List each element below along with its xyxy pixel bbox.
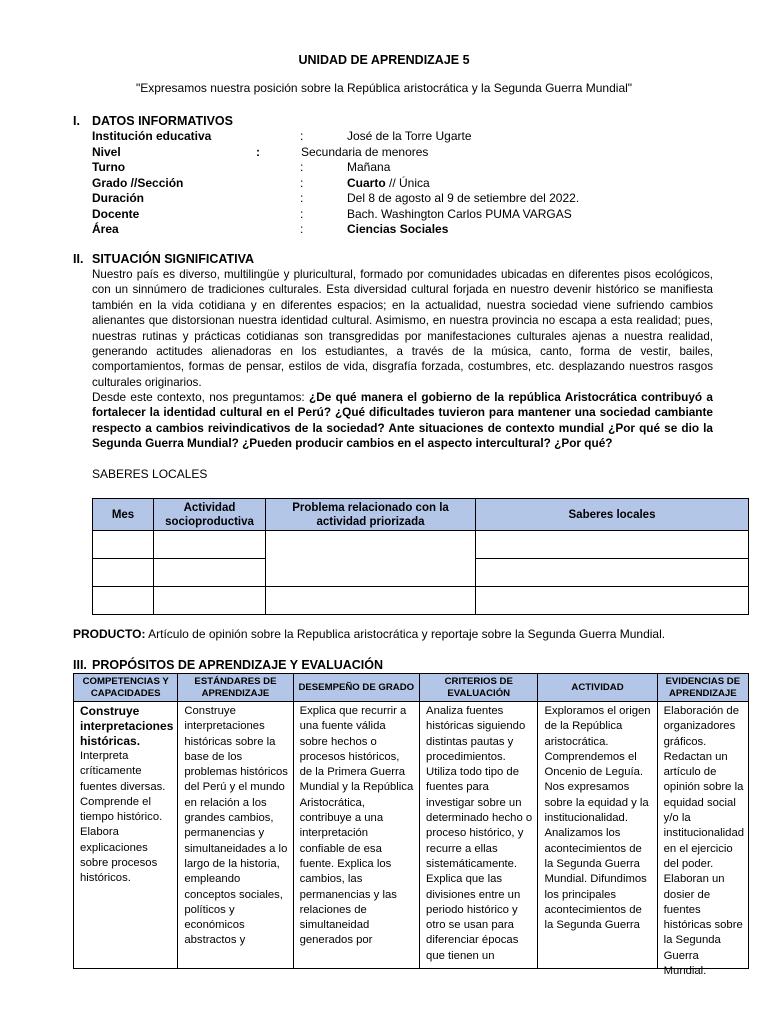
info-label: Institución educativa — [92, 129, 212, 143]
section-number: III. — [73, 658, 87, 672]
table-header-row — [74, 674, 749, 702]
info-value: Mañana — [347, 160, 391, 174]
table-cell — [154, 559, 266, 587]
table-cell — [93, 531, 154, 559]
info-colon: : — [256, 145, 260, 159]
table-cell — [266, 587, 476, 615]
table-cell — [154, 531, 266, 559]
table-cell-estandares — [178, 702, 293, 969]
info-label: Docente — [92, 207, 140, 221]
table-row — [74, 702, 749, 969]
info-value: José de la Torre Ugarte — [347, 129, 472, 143]
questions-paragraph — [92, 390, 713, 452]
actividad-text: Exploramos el origen de la República aristocrática. Comprendemos el Oncenio de Leguía. Nos expresamos sobre la equidad y la institucionalidad. Analizamos los acontecimientos de la Segunda Guerra Mundial. Difundimos los principales acontecimientos de la Segunda Guerra — [544, 705, 651, 932]
column-header: EVIDENCIAS DE APRENDIZAJE — [657, 674, 748, 702]
info-colon: : — [300, 176, 304, 190]
section-title: PROPÓSITOS DE APRENDIZAJE Y EVALUACIÓN — [92, 658, 384, 672]
producto-label: PRODUCTO: — [73, 627, 146, 641]
situacion-paragraph: Nuestro país es diverso, multilingüe y pluricultural, formado por comunidades ubicadas en diferentes pisos ecológicos, con un sinnúmero de tradiciones culturales. Esta diversidad cultural forjada en nuestro devenir histórico se manifiesta también en la vida cotidiana y en diferentes espacios; en la actualidad, nuestra sociedad viene sufriendo cambios alienantes que distorsionan nuestra identidad cultural. Asimismo, en nuestra provincia no escapa a esta realidad; pues, nuestras rutinas y prácticas cotidianas son transgredidas por manifestaciones culturales ajenas a nuestra realidad, generando actitudes alienadoras en los estudiantes, a través de la música, canto, forma de vestir, bailes, comportamientos, formas de pensar, estilos de vida, disgrafía forzada, costumbres, etc. desplazando nuestros rasgos culturales originarios. — [92, 268, 713, 389]
section-title: DATOS INFORMATIVOS — [92, 114, 233, 128]
info-value-bold: Cuarto — [347, 176, 386, 190]
info-colon: : — [300, 191, 304, 205]
column-header: ESTÁNDARES DE APRENDIZAJE — [178, 674, 293, 702]
info-value: Secundaria de menores — [301, 145, 429, 159]
criterios-text: Analiza fuentes históricas siguiendo distintas pautas y procedimientos. Utiliza todo tipo de fuentes para investigar sobre un determinado hecho o proceso histórico, y recurre a ellas sistemáticamente. Explica que las divisiones entre un periodo histórico y otro se usan para diferenciar épocas que tienen un — [426, 705, 533, 962]
table-row — [93, 531, 749, 559]
table-cell — [476, 531, 749, 559]
evidencias-text: Elaboración de organizadores gráficos. Redactan un artículo de opinión sobre la equidad social y/o la institucionalidad en el ejercicio del poder. Elaboran un dosier de fuentes históricas sobre la Segunda Guerra Mundial. — [663, 705, 745, 978]
info-label: Nivel — [92, 145, 121, 159]
saberes-title: SABERES LOCALES — [92, 467, 208, 481]
producto-line — [73, 627, 665, 641]
section-heading-datos — [73, 114, 233, 128]
column-header: COMPETENCIAS Y CAPACIDADES — [74, 674, 178, 702]
section-heading-situacion — [73, 252, 254, 266]
desempeno-text: Explica que recurrir a una fuente válida sobre hechos o procesos históricos, de la Primera Guerra Mundial y la República Aristocrática, contribuye a una interpretación confiable de esa fuente. Explica los cambios, las permanencias y las relaciones de simultaneidad generados por — [299, 705, 414, 947]
info-value-rest: // Única — [385, 176, 430, 190]
column-header: DESEMPEÑO DE GRADO — [293, 674, 419, 702]
table-cell — [93, 587, 154, 615]
saberes-table — [92, 498, 749, 615]
info-value: Ciencias Sociales — [347, 222, 449, 236]
table-cell — [93, 559, 154, 587]
table-cell — [476, 559, 749, 587]
producto-text: Artículo de opinión sobre la Republica aristocrática y reportaje sobre la Segunda Guerra Mundial. — [145, 627, 666, 641]
unit-subtitle: "Expresamos nuestra posición sobre la República aristocrática y la Segunda Guerra Mundial" — [135, 81, 633, 95]
info-label: Área — [92, 222, 119, 236]
competencias-text: Interpreta críticamente fuentes diversas. Comprende el tiempo histórico. Elabora explicaciones sobre procesos históricos. — [80, 750, 166, 885]
questions-text: ¿De qué manera el gobierno de la república Aristocrática contribuyó a fortalecer la identidad cultural en el Perú? ¿Qué dificultades tuvieron para mantener una sociedad cambiante respecto a cambios reivindicativos de la sociedad? Ante situaciones de contexto mundial ¿Por qué se dio la Segunda Guerra Mundial? ¿Pueden producir cambios en el aspecto intercultural? ¿Por qué? — [92, 390, 713, 451]
table-row — [93, 587, 749, 615]
table-cell-evidencias — [657, 702, 748, 978]
info-label: Duración — [92, 191, 145, 205]
table-cell-competencias — [74, 702, 178, 969]
propositos-table — [73, 673, 749, 978]
table-cell-criterios — [420, 702, 538, 969]
info-label: Grado //Sección — [92, 176, 184, 190]
section-number: I. — [73, 114, 80, 128]
column-header: CRITERIOS DE EVALUACIÓN — [420, 674, 538, 702]
table-cell-actividad — [538, 702, 657, 969]
table-cell-desempeno — [293, 702, 419, 969]
info-colon: : — [300, 160, 304, 174]
column-header: Mes — [93, 499, 154, 531]
estandares-text: Construye interpretaciones históricas sobre la base de los problemas históricos del Perú y el mundo en relación a los grandes cambios, permanencias y simultaneidades a lo largo de la historia, empleando conceptos sociales, políticos y económicos abstractos y — [184, 705, 288, 947]
info-value: Del 8 de agosto al 9 de setiembre del 2022. — [347, 191, 580, 205]
info-value — [347, 176, 430, 190]
info-label: Turno — [92, 160, 126, 174]
column-header: Problema relacionado con la actividad priorizada — [266, 499, 476, 531]
table-cell — [266, 531, 476, 587]
section-title: SITUACIÓN SIGNIFICATIVA — [92, 252, 255, 266]
info-colon: : — [300, 129, 304, 143]
info-colon: : — [300, 222, 304, 236]
table-cell — [154, 587, 266, 615]
info-value: Bach. Washington Carlos PUMA VARGAS — [347, 207, 572, 221]
unit-title: UNIDAD DE APRENDIZAJE 5 — [298, 53, 470, 67]
column-header: Saberes locales — [476, 499, 749, 531]
table-header-row — [93, 499, 749, 531]
info-colon: : — [300, 207, 304, 221]
section-number: II. — [73, 252, 84, 266]
column-header: Actividad socioproductiva — [154, 499, 266, 531]
questions-intro: Desde este contexto, nos preguntamos: — [92, 390, 310, 404]
competencia-title: Construye interpretaciones históricas. — [80, 704, 174, 748]
table-cell — [476, 587, 749, 615]
section-heading-propositos — [73, 658, 383, 672]
column-header: ACTIVIDAD — [538, 674, 657, 702]
